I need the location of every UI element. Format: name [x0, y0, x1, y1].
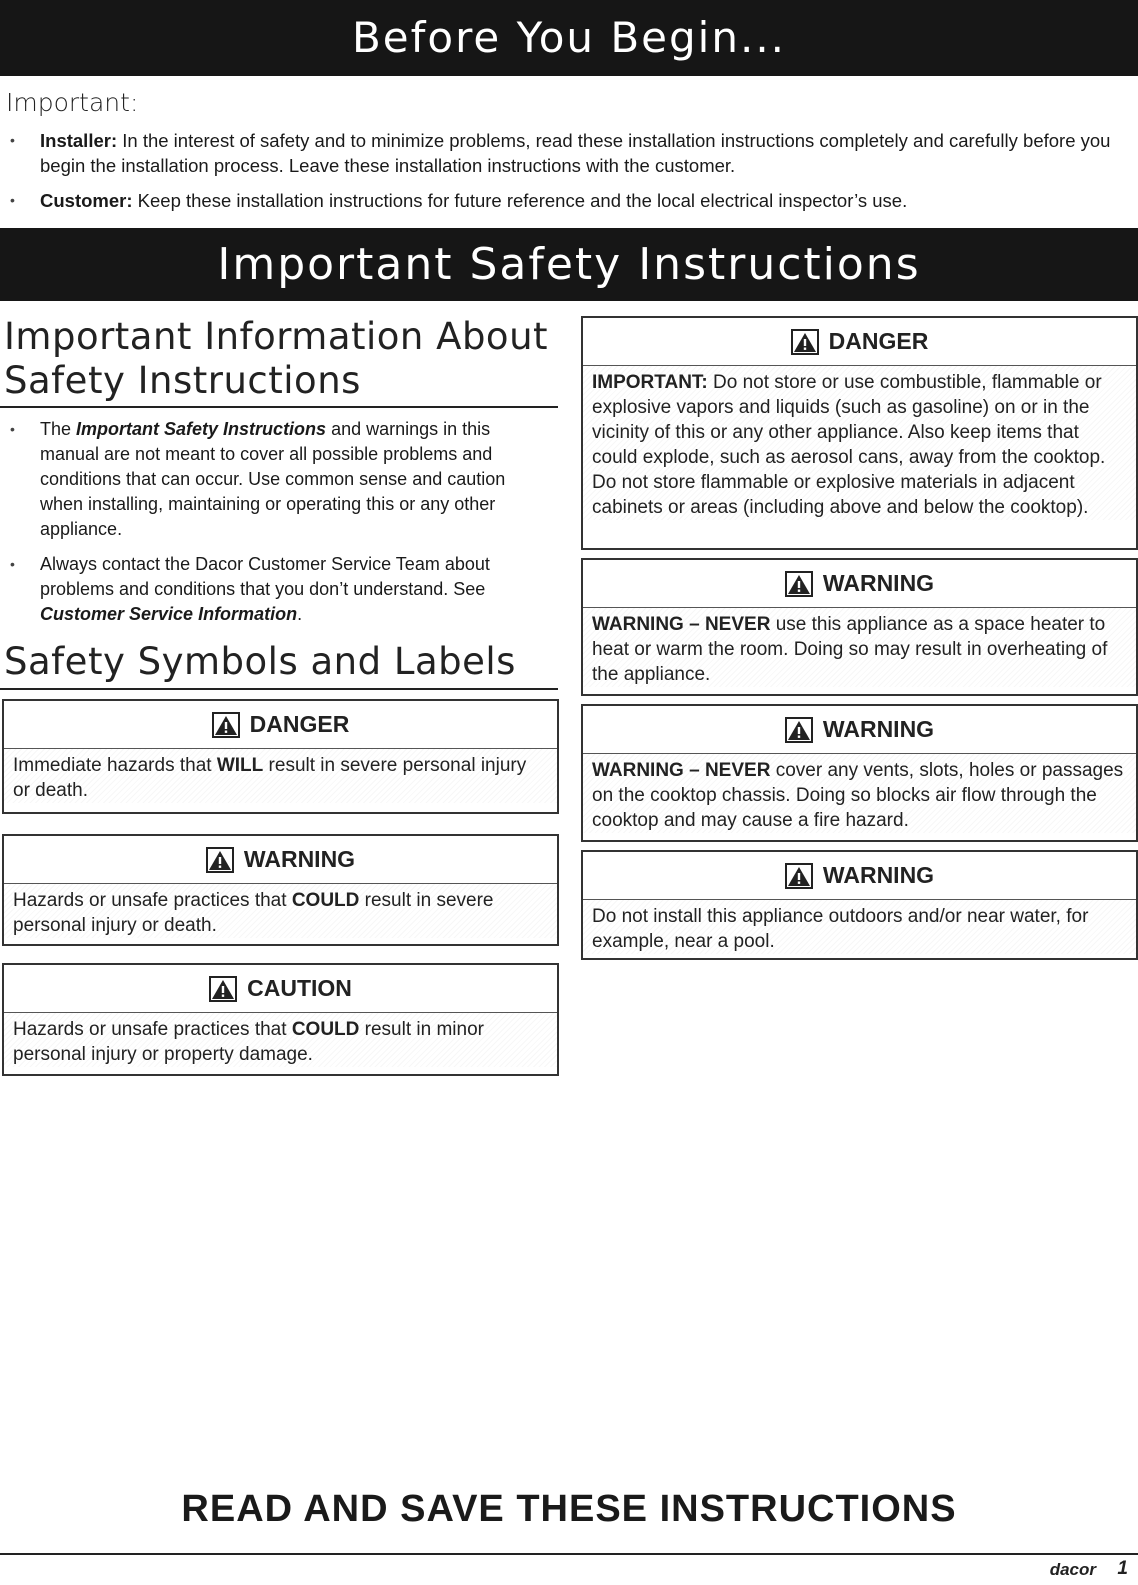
warning-outdoors-text: Do not install this appliance outdoors and/or near water, for example, near a pool.	[592, 906, 1089, 952]
warning-pre: Hazards or unsafe practices that	[13, 890, 292, 911]
danger-flammable-label: DANGER	[828, 328, 929, 354]
info-section-title-line2: Safety Instructions	[4, 359, 361, 402]
warning-definition-box	[2, 834, 559, 946]
page-number: 1	[1117, 1558, 1128, 1579]
warning-triangle-icon	[791, 329, 819, 355]
warning-triangle-icon	[212, 712, 240, 738]
section-rule	[0, 688, 558, 690]
warning-post: result in severe personal injury or death.	[13, 890, 494, 936]
danger-bold: WILL	[216, 755, 264, 776]
warning-vents-label: WARNING	[822, 716, 935, 742]
info-bullet-2	[6, 552, 526, 627]
warning-triangle-icon	[209, 976, 237, 1002]
danger-flammable-body	[583, 366, 1136, 520]
info-bullet-2-pre: Always contact the Dacor Customer Service Team about problems and conditions that you don’t understand. See	[40, 554, 490, 599]
warning-space-heater-box	[581, 558, 1138, 696]
warning-outdoors-header	[583, 852, 1136, 900]
read-and-save-title: READ AND SAVE THESE INSTRUCTIONS	[181, 1488, 957, 1530]
danger-flammable-bold: IMPORTANT:	[592, 372, 708, 393]
caution-box-header	[4, 965, 557, 1013]
warning-box-header	[4, 836, 557, 884]
caution-box-label: CAUTION	[247, 975, 352, 1001]
info-bullet-1	[6, 417, 526, 542]
warning-space-heater-bold: WARNING – NEVER	[592, 614, 771, 635]
warning-space-heater-body	[583, 608, 1136, 687]
installer-text: In the interest of safety and to minimize problems, read these installation instructions completely and carefully before you begin the installation process. Leave these installation instructions with the customer.	[40, 130, 1111, 176]
before-you-begin-banner: Before You Begin...	[0, 0, 1138, 76]
info-bullet-2-emph: Customer Service Information	[40, 604, 298, 624]
important-safety-instructions-banner: Important Safety Instructions	[0, 228, 1138, 301]
danger-flammable-header	[583, 318, 1136, 366]
danger-pre: Immediate hazards that	[13, 755, 217, 776]
caution-pre: Hazards or unsafe practices that	[13, 1019, 292, 1040]
installer-bullet	[6, 128, 1116, 178]
warning-outdoors-box	[581, 850, 1138, 960]
danger-flammable-box	[581, 316, 1138, 550]
warning-vents-header	[583, 706, 1136, 754]
danger-box-label: DANGER	[249, 711, 350, 737]
caution-definition-box	[2, 963, 559, 1076]
installer-lead: Installer:	[40, 130, 118, 151]
danger-post: result in severe personal injury or death.	[13, 755, 527, 801]
info-bullet-1-emph: Important Safety Instructions	[76, 419, 327, 439]
info-bullet-2-post: .	[297, 604, 303, 624]
customer-bullet	[6, 188, 1116, 213]
warning-outdoors-body	[583, 900, 1136, 954]
warning-outdoors-label: WARNING	[822, 862, 935, 888]
danger-box-body	[4, 749, 557, 803]
caution-box-body	[4, 1013, 557, 1067]
warning-triangle-icon	[206, 847, 234, 873]
warning-vents-bold: WARNING – NEVER	[592, 760, 771, 781]
customer-text: Keep these installation instructions for future reference and the local electrical inspector’s use.	[132, 190, 908, 211]
warning-vents-body	[583, 754, 1136, 833]
symbols-section-title: Safety Symbols and Labels	[4, 640, 516, 683]
customer-lead: Customer:	[40, 190, 133, 211]
warning-space-heater-label: WARNING	[822, 570, 935, 596]
info-bullet-list	[6, 417, 526, 637]
caution-post: result in minor personal injury or property damage.	[13, 1019, 484, 1065]
info-bullet-1-pre: The	[40, 419, 77, 439]
warning-space-heater-text: use this appliance as a space heater to heat or warm the room. Doing so may result in overheating of the appliance.	[592, 614, 1108, 685]
warning-box-label: WARNING	[243, 846, 356, 872]
warning-vents-box	[581, 704, 1138, 842]
warning-triangle-icon	[785, 717, 813, 743]
warning-bold: COULD	[291, 890, 360, 911]
danger-definition-box	[2, 699, 559, 814]
info-section-title-line1: Important Information About	[4, 315, 549, 358]
important-label: Important:	[6, 88, 139, 117]
section-rule	[0, 406, 558, 408]
footer-rule	[0, 1553, 1138, 1555]
caution-bold: COULD	[291, 1019, 360, 1040]
warning-triangle-icon	[785, 571, 813, 597]
warning-triangle-icon	[785, 863, 813, 889]
warning-space-heater-header	[583, 560, 1136, 608]
info-bullet-1-post: and warnings in this manual are not meant to cover all possible problems and conditions that can occur. Use common sense and caution when installing, maintaining or operating this or any other appliance.	[40, 419, 506, 539]
warning-box-body	[4, 884, 557, 938]
danger-box-header	[4, 701, 557, 749]
intro-bullet-list	[6, 128, 1116, 223]
dacor-brand-logo: dacor	[1049, 1560, 1096, 1579]
danger-flammable-text: Do not store or use combustible, flammable or explosive vapors and liquids (such as gasoline) on or in the vicinity of this or any other appliance. Also keep items that could explode, such as aerosol cans, away from the cooktop. Do not store flammable or explosive materials in adjacent cabinets or areas (including above and below the cooktop).	[592, 372, 1106, 518]
warning-vents-text: cover any vents, slots, holes or passages on the cooktop chassis. Doing so blocks air flow through the cooktop and may cause a fire hazard.	[592, 760, 1124, 831]
